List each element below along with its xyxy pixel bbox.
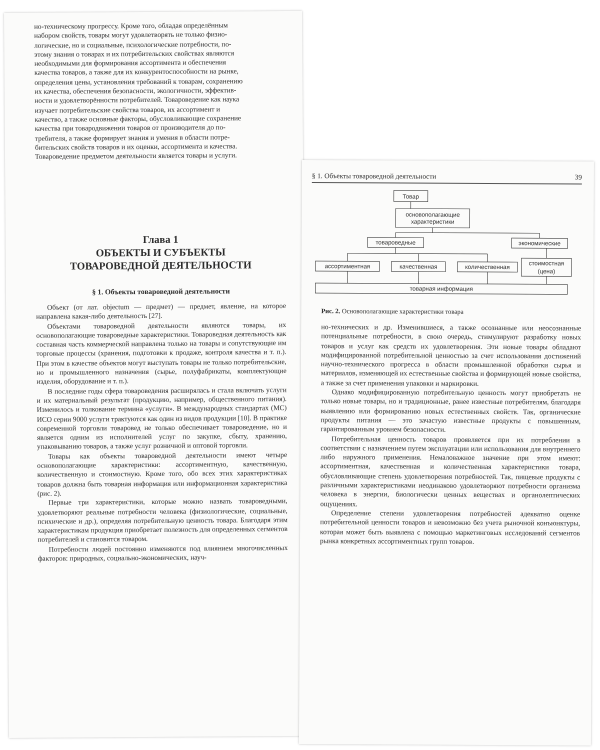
paragraph: Объектами товароведной деятельности являются товары, их основополагающие товароведные характеристики. Товароведная деятельность как составная часть коммерческой направлена только на товары и сопутствующие им торговые процессы (хранения, подготовки к продаже, контроля качества и т. п.). При этом в качестве объектов могут выступать товары не только потребительские, но и промышленного назначения (сырье, полуфабрикаты, комплектующие изделия, оборудование и т. п.). [36, 320, 287, 387]
diagram-kolich-label: количественная [465, 264, 510, 272]
right-body-text [320, 323, 581, 547]
diagram-stoim-line2: (цена) [537, 269, 556, 276]
left-page [4, 11, 307, 738]
top-line: качества товаров, а также для их конкурентоспособности на рынке, [34, 67, 239, 78]
left-body-text [36, 302, 288, 564]
paragraph: но-технических и др. Изменившиеся, а также осознанные или неосознанные потенциальные потребности, в свою очередь, стимулируют разработку новых товаров и услуг как средств их удовлетворения. Эти новые товары обладают модифицированной потребительной ценностью за счет использования достижений научно-технического прогресса в области промышленной обработки сырья и материалов, изменяющей их естественные свойства и формирующей новые свойства, а также за счет применения упаковки и маркировки. [320, 323, 582, 388]
top-line: бительских свойств товаров и их оценки, ассортимента и качества. [34, 142, 238, 152]
characteristics-diagram [311, 188, 582, 309]
diagram-ekonomicheskie-label: экономические [518, 241, 561, 248]
paragraph: Определение степени удовлетворения потребностей адекватно оценке потребительной ценности товаров и невозможно без учета рыночной конъюнктуры, которая может быть выявлена с помощью маркетинговых исследований сегментов рынка конкретных ассортиментных групп товаров. [319, 509, 581, 546]
chapter-heading [36, 233, 286, 274]
paragraph: Однако модифицированную потребительную ценность могут приобретать не только новые товары, но и традиционные, ранее известные потребителям, благодаря выявлению или формированию новых естественных свойств. Так, органические продукты питания — это зачастую известные продукты с повышенным, гарантированным уровнем безопасности. [320, 388, 581, 435]
diagram-kach-label: качественная [399, 264, 438, 271]
top-line: определения цены, установления требований к товарам, сохранению [34, 77, 243, 87]
figure-caption-text: Основополагающие характеристики товара [341, 308, 464, 316]
figure-caption-label: Рис. 2. [321, 308, 341, 316]
top-line: ности и удовлетворённости потребителей. Товароведение как наука [34, 95, 240, 106]
paragraph: Потребности людей постоянно изменяются под влиянием многочисленных факторов: природных, социально-экономических, науч- [37, 543, 288, 563]
chapter-label: Глава 1 [142, 234, 179, 247]
diagram-info-label: товарная информация [409, 286, 473, 293]
diagram-tovarovednye-label: товароведные [375, 240, 416, 247]
top-line: но-техническому прогрессу. Кроме того, обладая определённым [34, 21, 228, 31]
diagram-root-label: Товар [402, 194, 419, 201]
top-line: их качества, обеспечения безопасности, экологичности, эффектив- [34, 86, 237, 96]
paragraph: Товары как объекты товароведной деятельности имеют четыре основополагающие характеристики: ассортиментную, качественную, количественную и стоимостную. Кроме того, обо всех этих характеристиках товаров должна быть товарная информация или информационная характеристика (рис. 2). [37, 450, 288, 498]
top-line: этому знания о товарах и их потребительских свойствах являются [34, 49, 235, 59]
top-line: набором свойств, товары могут удовлетворять не только физио- [34, 30, 228, 41]
figure-caption [321, 308, 581, 316]
paragraph: В последние годы сфера товароведения расширялась и стала включать услуги и их материальный результат (продукцию, например, общественного питания). Изменилось и толкование термина «услуги». В международных стандартах (МС) ИСО серии 9000 услуги трактуются как один из видов продукции [10]. В практике современной торговли товаровед не только обеспечивает товароведение, но и является одним из исполнителей услуг по закупке, сбыту, хранению, упаковыванию товаров, а также услуг розничной и оптовой торговли. [36, 385, 287, 452]
top-line: необходимыми для формирования ассортимента и обеспечения [34, 58, 227, 68]
top-text-block [34, 21, 285, 162]
paragraph: Объект (от лат. objectum — предмет) — предмет, явление, на которое направлена какая-либо деятельность [27]. [36, 302, 287, 322]
diagram-stoim-line1: стоимостная [528, 261, 565, 268]
running-head [312, 172, 582, 184]
top-line: логические, но и социальные, психологические потребности, по- [34, 40, 232, 50]
chapter-title-line2: ТОВАРОВЕДНОЙ ДЕЯТЕЛЬНОСТИ [69, 260, 252, 273]
section-title: § 1. Объекты товароведной деятельности [92, 286, 230, 297]
top-line: Товароведение предметом деятельности является товары и услуги. [34, 151, 237, 161]
chapter-title-line1: ОБЪЕКТЫ И СУБЪЕКТЫ [95, 247, 226, 260]
top-line: требителя, а также формирует знания и умения в области потре- [34, 132, 230, 143]
top-line: качество, а также основные факторы, обусловливающие сохранение [34, 114, 242, 124]
diagram-assort-label: ассортиментная [324, 264, 371, 271]
page-number: 39 [574, 173, 582, 182]
right-page [299, 160, 594, 746]
top-line: качества при товародвижении товаров от производителя до по- [34, 123, 226, 134]
diagram-osnov-line1: основополагающие [405, 212, 460, 219]
paragraph: Потребительная ценность товаров проявляется при их потреблении в соответствии с назначением путем эксплуатации или использования для внутреннего либо наружного применения. Немаловажное значение при этом имеют: ассортиментная, качественная и количественная характеристики товара, обусловливающие степень удовлетворения потребностей. Так, пищевые продукты с различными характеристиками неодинаково удовлетворяют потребности организма человека в энергии, биологически ценных веществах и органолептических ощущениях. [320, 434, 581, 508]
top-line: изучает потребительские свойства товаров, их ассортимент и [34, 105, 221, 115]
paragraph: Первые три характеристики, которые можно назвать товароведными, удовлетворяют реальные потребности человека (физиологические, социальные, психические и др.), определяя потребительную ценность товара. Благодаря этим характеристикам продукция приобретает полезность для определенных сегментов потребителей и становится товаром. [37, 497, 288, 545]
diagram-osnov-line2: характеристики [410, 219, 455, 226]
running-head-title: § 1. Объекты товароведной деятельности [311, 172, 437, 181]
